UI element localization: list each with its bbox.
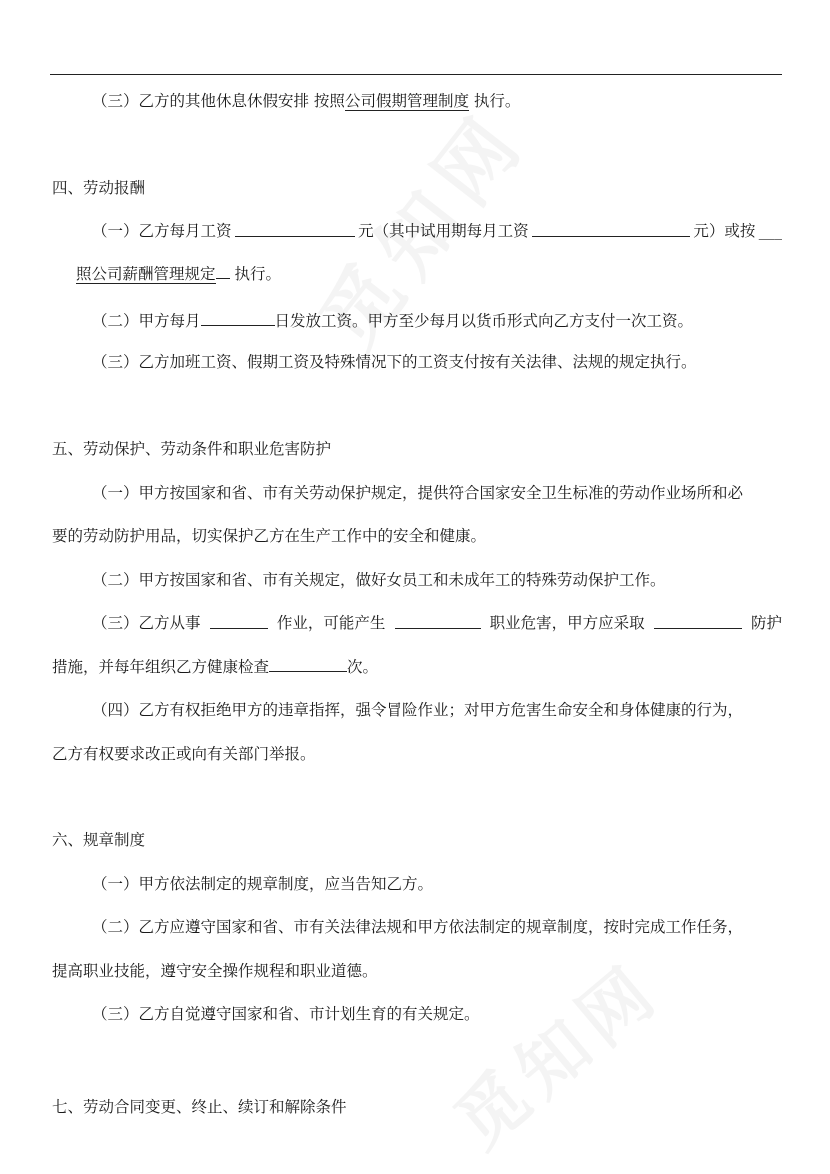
clause-text: 日发放工资。甲方至少每月以货币形式向乙方支付一次工资。 [274, 312, 694, 330]
blank-payday[interactable] [201, 309, 275, 326]
filled-field: 照公司薪酬管理规定 [76, 265, 216, 283]
clause-text: （一）乙方每月工资 [92, 222, 232, 240]
clause-4-1-salary [92, 220, 782, 242]
section-heading-6: 六、规章制度 [52, 831, 146, 849]
blank-hazard[interactable] [395, 612, 481, 629]
clause-5-3-line2 [52, 655, 782, 678]
filled-field: 公司假期管理制度 [344, 92, 469, 110]
section-heading-4: 四、劳动报酬 [52, 179, 146, 197]
clause-text: 职业危害，甲方应采取 [489, 614, 645, 632]
clause-text: （二）甲方每月 [92, 312, 201, 330]
clause-5-4-line1: （四）乙方有权拒绝甲方的违章指挥，强令冒险作业；对甲方危害生命安全和身体健康的行为， [92, 701, 744, 719]
clause-text: 执行。 [473, 92, 521, 110]
clause-text: 元）或按 [693, 222, 756, 240]
clause-4-3-overtime: （三）乙方加班工资、假期工资及特殊情况下的工资支付按有关法律、法规的规定执行。 [92, 353, 697, 371]
clause-text: 措施，并每年组织乙方健康检查 [52, 658, 270, 676]
clause-5-3-line1 [92, 612, 782, 634]
clause-6-2-line1: （二）乙方应遵守国家和省、市有关法律法规和甲方依法制定的规章制度，按时完成工作任务， [92, 918, 744, 936]
clause-text: 次。 [347, 658, 379, 676]
blank-probation-salary[interactable] [532, 220, 690, 237]
section-heading-5: 五、劳动保护、劳动条件和职业危害防护 [52, 440, 332, 458]
header-rule [50, 74, 782, 75]
clause-text: 元（其中试用期每月工资 [358, 222, 529, 240]
clause-4-1-cont [76, 263, 806, 285]
blank-checkups[interactable] [269, 655, 347, 672]
clause-5-1-line2: 要的劳动防护用品，切实保护乙方在生产工作中的安全和健康。 [52, 527, 487, 545]
clause-6-2-line2: 提高职业技能，遵守安全操作规程和职业道德。 [52, 962, 378, 980]
clause-5-4-line2: 乙方有权要求改正或向有关部门举报。 [52, 745, 316, 763]
clause-6-1: （一）甲方依法制定的规章制度，应当告知乙方。 [92, 875, 434, 893]
section-heading-7: 七、劳动合同变更、终止、续订和解除条件 [52, 1098, 347, 1116]
blank-monthly-salary[interactable] [235, 220, 355, 237]
clause-text: （三）乙方从事 [92, 614, 201, 632]
clause-3-3-rest-leave [92, 90, 822, 112]
clause-5-2: （二）甲方按国家和省、市有关规定，做好女员工和未成年工的特殊劳动保护工作。 [92, 571, 666, 589]
blank-protection[interactable] [654, 612, 742, 629]
clause-text: 防护 [750, 614, 782, 632]
clause-text: （三）乙方的其他休息休假安排 按照 [92, 92, 345, 110]
clause-6-3: （三）乙方自觉遵守国家和省、市计划生育的有关规定。 [92, 1005, 480, 1023]
clause-5-1-line1: （一）甲方按国家和省、市有关劳动保护规定，提供符合国家安全卫生标准的劳动作业场所和必 [92, 484, 744, 502]
clause-4-2-payday [92, 309, 822, 332]
blank-work-type[interactable] [210, 612, 268, 629]
clause-text: 作业，可能产生 [276, 614, 386, 632]
clause-text: ___ [758, 222, 782, 240]
clause-text: 执行。 [234, 265, 281, 283]
